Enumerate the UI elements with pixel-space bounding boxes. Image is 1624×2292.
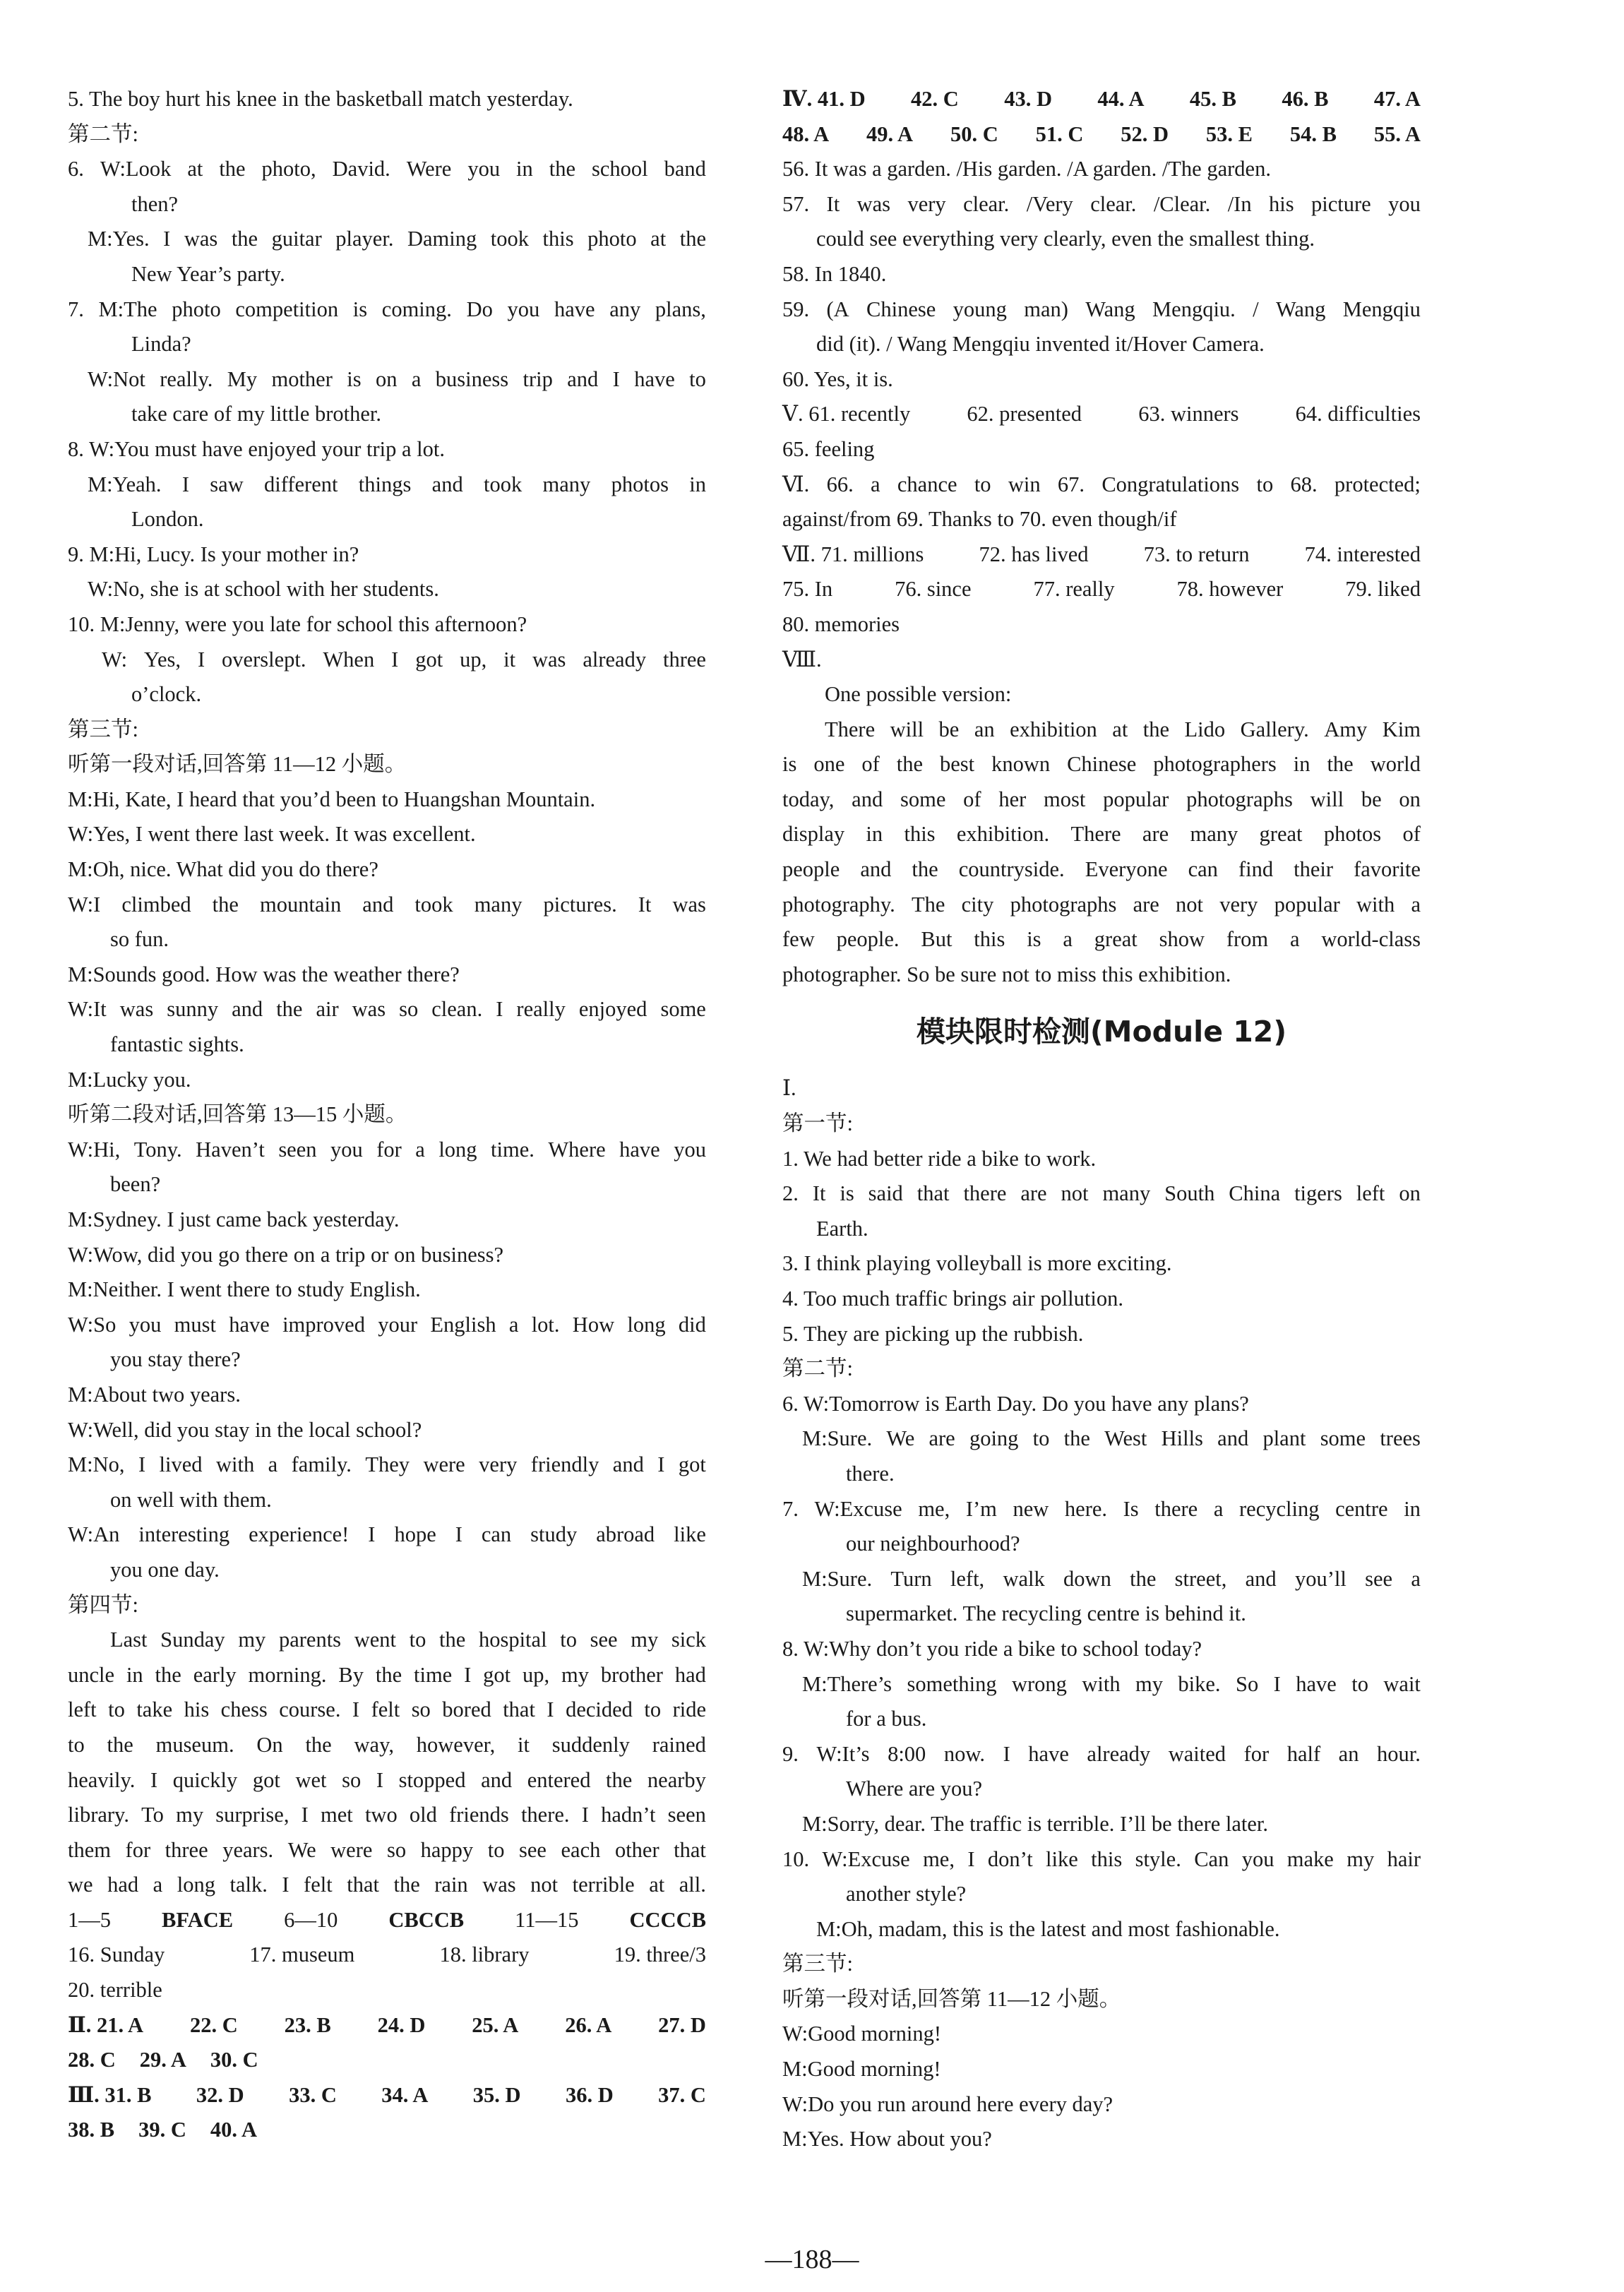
text-line: o’clock. [131,682,202,707]
text-line: M:Sorry, dear. The traffic is terrible. I’ll be there later. [802,1811,1269,1836]
text-line: 20. terrible [68,1978,162,2002]
text-line: W:It was sunny and the air was so clean. I really enjoyed some [68,997,706,1022]
text-line: there. [846,1461,895,1486]
answer-item: CCCCB [629,1907,706,1932]
text-line: New Year’s party. [131,261,285,286]
answer-item: 43. D [1004,87,1052,111]
answer-item: 6—10 [284,1907,338,1932]
answer-item: Ⅲ. 31. B [68,2082,152,2107]
text-line: M:No, I lived with a family. They were very friendly and I got [68,1452,706,1477]
answer-row [782,572,1421,607]
answer-item: 42. C [911,87,959,111]
text-line: London. [131,507,204,532]
answer-item: 19. three/3 [614,1942,706,1967]
text-line: W:No, she is at school with her students. [88,577,439,602]
answer-item: 17. museum [249,1942,355,1967]
text-line: 第三节: [782,1952,853,1976]
answer-item: 11—15 [515,1907,579,1932]
text-line: uncle in the early morning. By the time I got up, my brother had [68,1662,706,1687]
answer-item: 55. A [1373,121,1421,146]
answer-item: Ⅶ. 71. millions [782,542,924,566]
text-line: M:There’s something wrong with my bike. So I have to wait [802,1671,1421,1696]
answer-item: 52. D [1121,121,1169,146]
text-line: W:So you must have improved your English a lot. How long did [68,1312,706,1337]
answer-item: 64. difficulties [1295,402,1421,426]
answer-row [782,537,1421,573]
answer-item: 16. Sunday [68,1942,165,1967]
text-line: supermarket. The recycling centre is behind it. [846,1601,1246,1626]
text-line: could see everything very clearly, even the smallest thing. [816,227,1315,251]
text-line: W:An interesting experience! I hope I can study abroad like [68,1522,706,1547]
answer-row [68,1903,706,1938]
text-line: W:Do you run around here every day? [782,2091,1113,2116]
text-line: 6. W:Tomorrow is Earth Day. Do you have any plans? [782,1391,1249,1416]
answer-row [782,82,1421,117]
answer-item: 33. C [289,2082,337,2107]
text-line: 4. Too much traffic brings air pollution. [782,1287,1123,1311]
text-line: our neighbourhood? [846,1532,1020,1556]
text-line: 听第一段对话,回答第 11—12 小题。 [782,1986,1121,2011]
text-line: 60. Yes, it is. [782,366,893,391]
text-line: 3. I think playing volleyball is more exciting. [782,1251,1172,1276]
text-line: you stay there? [110,1347,241,1372]
answer-item: 1—5 [68,1907,111,1932]
text-line: heavily. I quickly got wet so I stopped and entered the nearby [68,1767,706,1792]
answer-item: 34. A [381,2082,429,2107]
answer-row [782,117,1421,153]
text-line: Last Sunday my parents went to the hospital to see my sick [110,1628,706,1652]
answer-item: 27. D [658,2012,706,2037]
text-line: M:Yes. I was the guitar player. Daming took this photo at the [88,227,706,251]
text-line: left to take his chess course. I felt so bored that I decided to ride [68,1697,706,1722]
text-line: Ⅵ. 66. a chance to win 67. Congratulations to 68. protected; [782,472,1421,496]
answer-item: BFACE [162,1907,234,1932]
answer-item: 73. to return [1143,542,1250,566]
text-line: Ⅰ. [782,1076,796,1101]
text-line: W:Not really. My mother is on a business trip and I have to [88,366,706,391]
module-title: 模块限时检测(Module 12) [916,1015,1287,1049]
answer-item: 35. D [472,2082,521,2107]
text-line: on well with them. [110,1487,272,1512]
answer-item: 38. B [68,2118,115,2142]
text-line: 57. It was very clear. /Very clear. /Clear. /In his picture you [782,191,1421,216]
answer-item: 44. A [1097,87,1145,111]
text-line: 听第一段对话,回答第 11—12 小题。 [68,752,407,777]
answer-item: 30. C [210,2048,258,2072]
answer-item: Ⅳ. 41. D [782,87,866,111]
answer-item: Ⅴ. 61. recently [782,402,911,426]
answer-item: 18. library [439,1942,530,1967]
text-line: Where are you? [846,1777,983,1801]
text-line: been? [110,1172,161,1197]
right-column [782,82,1421,2157]
text-line: for a bus. [846,1707,927,1731]
text-line: W:Good morning! [782,2022,942,2046]
answer-item: Ⅱ. 21. A [68,2012,144,2037]
text-line: 9. W:It’s 8:00 now. I have already waited for half an hour. [782,1741,1421,1766]
text-line: M:Oh, madam, this is the latest and most fashionable. [816,1916,1280,1941]
text-line: against/from 69. Thanks to 70. even though/if [782,507,1177,532]
text-line: 10. M:Jenny, were you late for school this afternoon? [68,611,527,636]
answer-item: 74. interested [1304,542,1421,566]
text-line: 1. We had better ride a bike to work. [782,1146,1097,1171]
answer-item: 78. however [1176,577,1284,602]
text-line: 5. They are picking up the rubbish. [782,1321,1084,1346]
text-line: to the museum. On the way, however, it suddenly rained [68,1732,706,1757]
answer-item: 32. D [196,2082,244,2107]
answer-item: 47. A [1373,87,1421,111]
text-line: 7. W:Excuse me, I’m new here. Is there a recycling centre in [782,1496,1421,1521]
text-line: 5. The boy hurt his knee in the basketball match yesterday. [68,87,573,111]
text-line: 9. M:Hi, Lucy. Is your mother in? [68,542,359,566]
text-line: M:Sure. Turn left, walk down the street, and you’ll see a [802,1566,1421,1591]
text-line: M:Yeah. I saw different things and took many photos in [88,472,706,496]
text-line: library. To my surprise, I met two old friends there. I hadn’t seen [68,1803,706,1827]
text-line: is one of the best known Chinese photographers in the world [782,752,1421,777]
text-line: W:Wow, did you go there on a trip or on business? [68,1242,504,1267]
text-line: 8. W:You must have enjoyed your trip a lot. [68,436,445,461]
answer-item: 29. A [139,2048,186,2072]
answer-item: 22. C [189,2012,238,2037]
text-line: 第二节: [782,1356,853,1381]
text-line: few people. But this is a great show from a world-class [782,927,1421,952]
text-line: 6. W:Look at the photo, David. Were you in the school band [68,157,706,181]
text-line: 2. It is said that there are not many South China tigers left on [782,1181,1421,1206]
text-line: fantastic sights. [110,1032,244,1057]
answer-item: 62. presented [967,402,1082,426]
answer-row [68,2113,706,2148]
answer-row [68,1938,706,1973]
text-line: W: Yes, I overslept. When I got up, it was already three [102,647,706,672]
answer-item: 24. D [377,2012,426,2037]
answer-item: 28. C [68,2048,116,2072]
text-line: people and the countryside. Everyone can find their favorite [782,857,1421,882]
answer-item: 63. winners [1138,402,1239,426]
text-line: them for three years. We were so happy to see each other that [68,1837,706,1862]
answer-row [68,2078,706,2113]
text-line: 59. (A Chinese young man) Wang Mengqiu. / Wang Mengqiu [782,297,1421,321]
answer-item: 23. B [284,2012,331,2037]
text-line: There will be an exhibition at the Lido Gallery. Amy Kim [825,717,1421,741]
text-line: Ⅷ. [782,647,822,672]
answer-item: 26. A [565,2012,612,2037]
answer-item: 50. C [950,121,998,146]
text-line: W:Hi, Tony. Haven’t seen you for a long time. Where have you [68,1137,706,1162]
answer-item: 49. A [866,121,914,146]
text-line: 第三节: [68,717,138,741]
answer-row [782,397,1421,432]
text-line: so fun. [110,927,169,952]
left-column [68,82,706,2148]
answer-item: CBCCB [388,1907,465,1932]
answer-item: 46. B [1282,87,1329,111]
text-line: Earth. [816,1216,868,1241]
text-line: M:Lucky you. [68,1067,191,1092]
answer-item: 45. B [1189,87,1236,111]
text-line: you one day. [110,1557,220,1582]
answer-item: 77. really [1033,577,1115,602]
text-line: 第二节: [68,121,138,146]
text-line: W:I climbed the mountain and took many pictures. It was [68,892,706,917]
text-line: M:Good morning! [782,2057,941,2082]
answer-item: 37. C [658,2082,706,2107]
text-line: display in this exhibition. There are many great photos of [782,822,1421,847]
answer-item: 53. E [1205,121,1253,146]
text-line: take care of my little brother. [131,402,381,426]
text-line: then? [131,191,179,216]
text-line: 65. feeling [782,436,875,461]
text-line: 80. memories [782,611,900,636]
page-number: —188— [765,2245,859,2274]
answer-row [68,2008,706,2043]
text-line: photographer. So be sure not to miss this exhibition. [782,962,1231,986]
answer-item: 39. C [138,2118,186,2142]
answer-item: 25. A [472,2012,519,2037]
answer-item: 76. since [895,577,972,602]
answer-row [68,2043,706,2078]
text-line: M:Sure. We are going to the West Hills and plant some trees [802,1426,1421,1451]
answer-item: 54. B [1289,121,1337,146]
answer-item: 75. In [782,577,833,602]
text-line: 56. It was a garden. /His garden. /A garden. /The garden. [782,157,1271,181]
text-line: 7. M:The photo competition is coming. Do you have any plans, [68,297,706,321]
text-line: 8. W:Why don’t you ride a bike to school today? [782,1636,1202,1661]
text-line: One possible version: [825,682,1012,707]
text-line: M:About two years. [68,1382,241,1407]
text-line: 第四节: [68,1592,138,1617]
text-line: did (it). / Wang Mengqiu invented it/Hover Camera. [816,332,1265,357]
text-line: we had a long talk. I felt that the rain was not terrible at all. [68,1873,706,1897]
text-line: another style? [846,1882,967,1906]
text-line: 58. In 1840. [782,261,887,286]
answer-item: 36. D [565,2082,614,2107]
text-line: M:Sounds good. How was the weather there? [68,962,460,986]
text-line: M:Hi, Kate, I heard that you’d been to Huangshan Mountain. [68,787,596,811]
text-line: M:Sydney. I just came back yesterday. [68,1207,400,1231]
text-line: 10. W:Excuse me, I don’t like this style. Can you make my hair [782,1846,1421,1871]
answer-item: 40. A [210,2118,257,2142]
answer-item: 72. has lived [979,542,1089,566]
answer-item: 51. C [1035,121,1084,146]
text-line: today, and some of her most popular photographs will be on [782,787,1421,811]
text-line: W:Yes, I went there last week. It was excellent. [68,822,476,847]
text-line: W:Well, did you stay in the local school? [68,1417,422,1442]
text-line: 第一节: [782,1111,853,1136]
answer-item: 48. A [782,121,830,146]
text-line: M:Oh, nice. What did you do there? [68,857,378,882]
text-line: M:Yes. How about you? [782,2127,992,2151]
text-line: M:Neither. I went there to study English. [68,1277,421,1302]
answer-item: 79. liked [1345,577,1421,602]
text-line: photography. The city photographs are not very popular with a [782,892,1421,917]
text-line: 听第二段对话,回答第 13—15 小题。 [68,1102,407,1127]
text-line: Linda? [131,332,191,357]
